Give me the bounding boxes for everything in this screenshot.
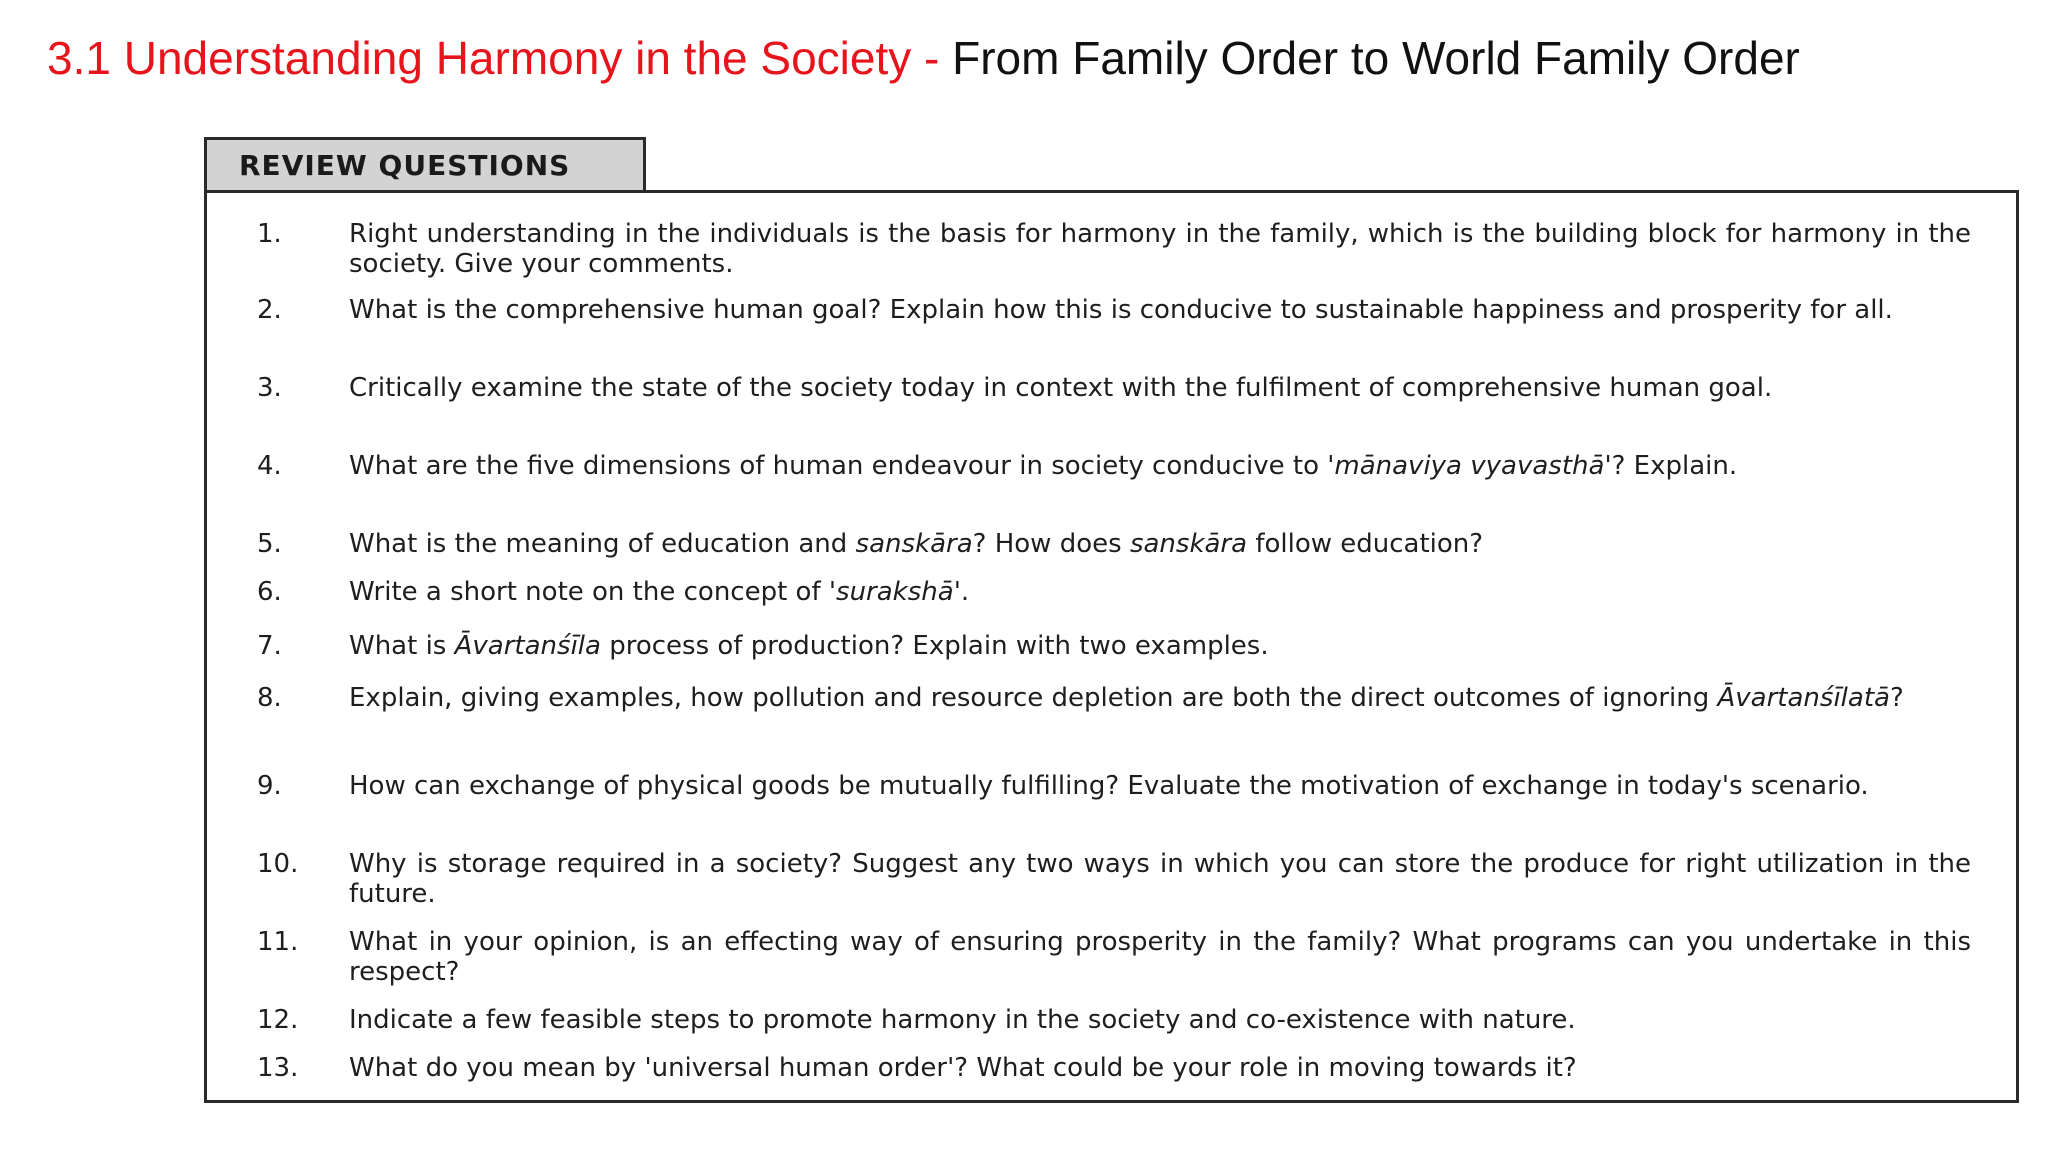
question-text: What is the comprehensive human goal? Explain how this is conducive to sustainable happiness and prosperity for all. <box>349 295 1893 325</box>
question-text-part: What is the meaning of education and <box>349 529 856 559</box>
question-text-part: '. <box>953 577 970 607</box>
question-text-italic: Āvartanśīla <box>454 631 601 661</box>
question-number: 3. <box>257 373 282 403</box>
question-text <box>349 529 1971 559</box>
slide-title-black: From Family Order to World Family Order <box>952 32 1800 84</box>
question-text: Why is storage required in a society? Suggest any two ways in which you can store the produce for right utilization in the future. <box>349 849 1971 909</box>
question-number: 6. <box>257 577 282 607</box>
question-text-italic: mānaviya vyavasthā <box>1334 451 1605 481</box>
question-text: How can exchange of physical goods be mutually fulfilling? Evaluate the motivation of exchange in today's scenario. <box>349 771 1869 801</box>
review-header-label: REVIEW QUESTIONS <box>239 149 571 182</box>
question-number: 5. <box>257 529 282 559</box>
question-text-italic: sanskāra <box>855 529 973 559</box>
question-text-italic: sanskāra <box>1129 529 1248 559</box>
question-number: 7. <box>257 631 282 661</box>
question-text-part: ? How does <box>972 529 1130 559</box>
slide-title <box>47 28 1800 88</box>
question-text: Critically examine the state of the society today in context with the fulfilment of comprehensive human goal. <box>349 373 1773 403</box>
question-number: 1. <box>257 219 282 249</box>
question-text <box>349 577 1971 607</box>
review-questions-header <box>204 137 646 191</box>
question-text <box>349 631 1971 661</box>
question-number: 12. <box>257 1005 299 1035</box>
question-text-italic: Āvartanśīlatā <box>1717 683 1890 713</box>
question-text-part: What are the five dimensions of human endeavour in society conducive to ' <box>349 451 1335 481</box>
question-text <box>349 451 1971 481</box>
question-number: 2. <box>257 295 282 325</box>
question-text-part: '? Explain. <box>1604 451 1738 481</box>
question-text <box>349 683 1971 713</box>
question-number: 8. <box>257 683 282 713</box>
question-text-part: process of production? Explain with two examples. <box>600 631 1269 661</box>
question-text-part: follow education? <box>1247 529 1484 559</box>
question-number: 10. <box>257 849 299 879</box>
question-text: What in your opinion, is an effecting way of ensuring prosperity in the family? What programs can you undertake in this respect? <box>349 927 1971 987</box>
question-text-part: ? <box>1889 683 1904 713</box>
question-number: 13. <box>257 1053 299 1083</box>
question-text-italic: surakshā <box>836 577 954 607</box>
question-text: Indicate a few feasible steps to promote harmony in the society and co-existence with nature. <box>349 1005 1576 1035</box>
question-number: 9. <box>257 771 282 801</box>
question-text-part: What is <box>349 631 455 661</box>
question-text: Right understanding in the individuals is the basis for harmony in the family, which is the building block for harmony in the society. Give your comments. <box>349 219 1971 279</box>
slide-title-red: 3.1 Understanding Harmony in the Society - <box>47 32 953 84</box>
question-number: 11. <box>257 927 299 957</box>
review-questions-box <box>204 190 2019 1103</box>
question-text: What do you mean by 'universal human order'? What could be your role in moving towards it? <box>349 1053 1577 1083</box>
question-text-part: Write a short note on the concept of ' <box>349 577 837 607</box>
question-number: 4. <box>257 451 282 481</box>
question-text-part: Explain, giving examples, how pollution and resource depletion are both the direct outcomes of ignoring <box>349 683 1718 713</box>
